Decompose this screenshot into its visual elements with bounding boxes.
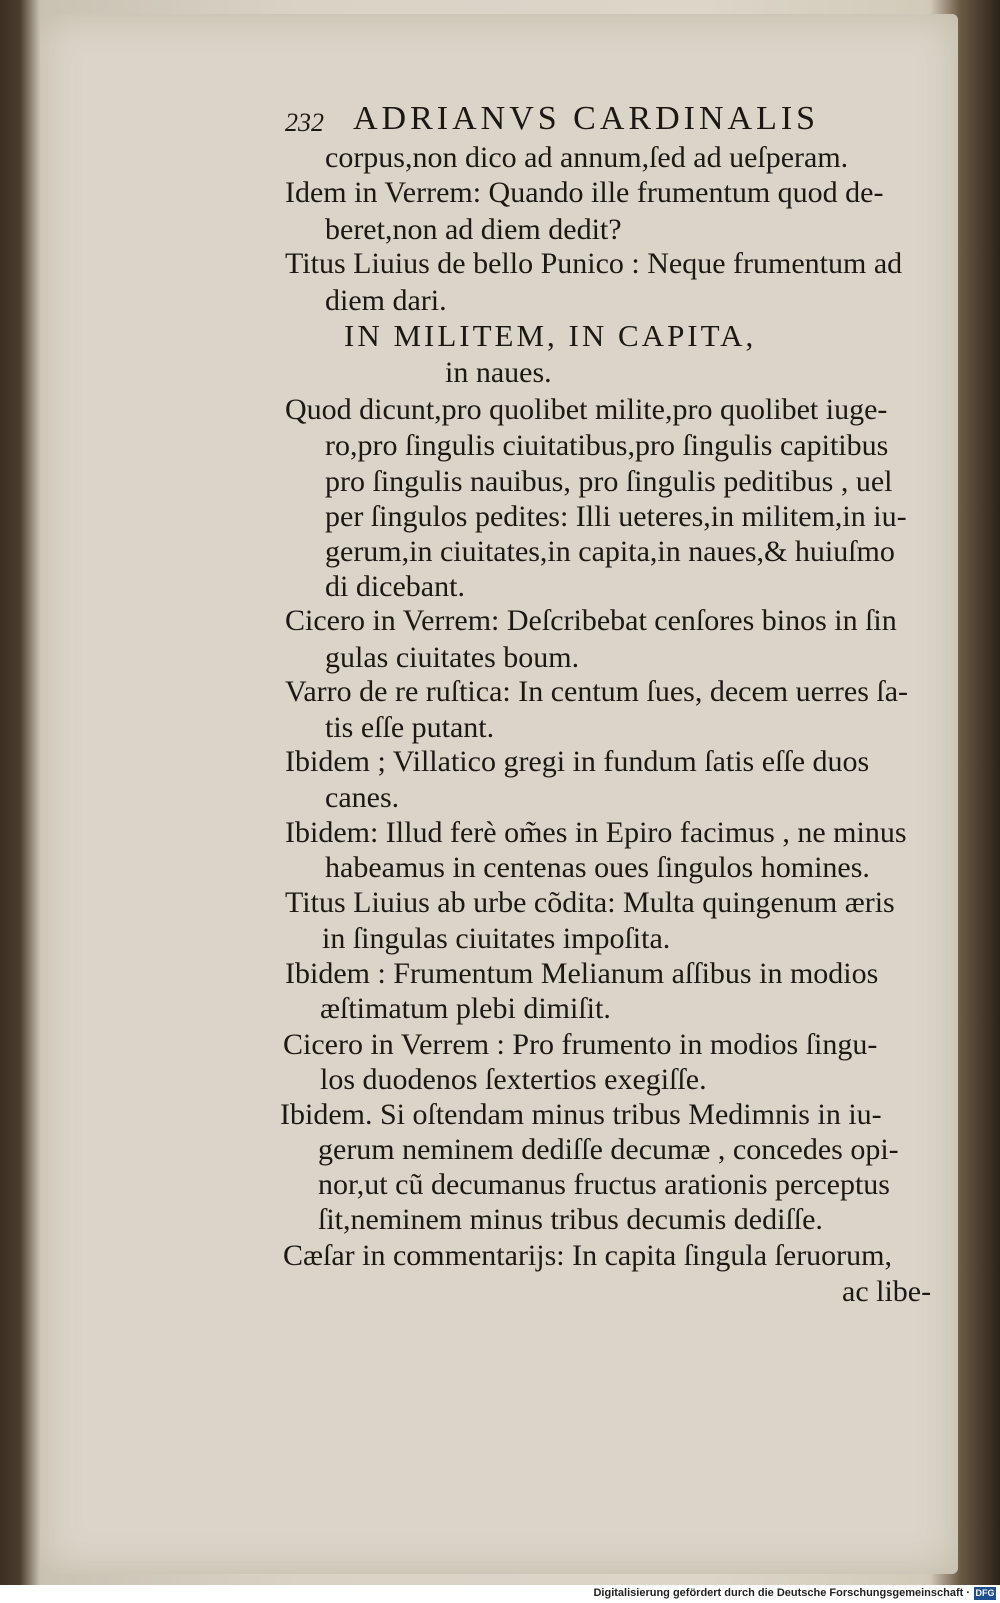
running-head: ADRIANVS CARDINALIS: [353, 100, 820, 137]
text-line: canes.: [325, 781, 400, 814]
dfg-logo: DFG: [975, 1588, 995, 1598]
text-line: Cæſar in commentarijs: In capita ſingula ſeruorum,: [283, 1239, 893, 1272]
catchword: ac libe-: [842, 1275, 932, 1308]
text-line: Cicero in Verrem: Deſcribebat cenſores binos in ſin: [285, 604, 897, 637]
text-line: di dicebant.: [325, 570, 465, 603]
text-line: gerum,in ciuitates,in capita,in naues,& huiuſmo: [325, 535, 895, 568]
text-line: los duodenos ſextertios exegiſſe.: [320, 1063, 707, 1096]
section-heading-sub: in naues.: [445, 356, 552, 389]
text-line: corpus,non dico ad annum,ſed ad ueſperam.: [325, 141, 849, 174]
text-line: in ſingulas ciuitates impoſita.: [322, 922, 671, 955]
section-heading: IN MILITEM, IN CAPITA,: [344, 318, 757, 353]
funding-credit: Digitalisierung gefördert durch die Deutsche Forschungsgemeinschaft ·: [593, 1587, 970, 1599]
text-line: Ibidem ; Villatico gregi in fundum ſatis eſſe duos: [285, 745, 870, 778]
text-line: gulas ciuitates boum.: [325, 641, 580, 674]
text-line: beret,non ad diem dedit?: [325, 213, 622, 246]
text-line: per ſingulos pedites: Illi ueteres,in militem,in iu-: [325, 500, 907, 533]
text-line: Ibidem: Illud ferè om̃es in Epiro facimus , ne minus: [285, 816, 907, 849]
text-line: nor,ut cũ decumanus fructus arationis perceptus: [318, 1168, 890, 1201]
text-line: Ibidem. Si oſtendam minus tribus Medimnis in iu-: [280, 1098, 882, 1131]
text-line: Quod dicunt,pro quolibet milite,pro quolibet iuge-: [285, 393, 888, 426]
footer-bar: [0, 1585, 1000, 1603]
page-number: 232: [285, 108, 324, 137]
text-line: ſit,neminem minus tribus decumis dediſſe.: [318, 1203, 823, 1236]
text-line: Varro de re ruſtica: In centum ſues, decem uerres ſa-: [285, 675, 909, 708]
page-header: [285, 100, 905, 144]
text-line: æſtimatum plebi dimiſit.: [320, 992, 611, 1025]
text-line: pro ſingulis nauibus, pro ſingulis peditibus , uel: [325, 465, 893, 498]
text-line: tis eſſe putant.: [325, 711, 495, 744]
text-line: gerum neminem dediſſe decumæ , concedes opi-: [318, 1133, 899, 1166]
text-line: Idem in Verrem: Quando ille frumentum quod de-: [285, 176, 884, 209]
text-line: ro,pro ſingulis ciuitatibus,pro ſingulis capitibus: [325, 429, 889, 462]
text-line: diem dari.: [325, 284, 447, 317]
text-line: Cicero in Verrem : Pro frumento in modios ſingu-: [283, 1028, 878, 1061]
text-line: Titus Liuius ab urbe cõdita: Multa quingenum æris: [285, 886, 895, 919]
text-line: Titus Liuius de bello Punico : Neque frumentum ad: [285, 247, 903, 280]
text-line: habeamus in centenas oues ſingulos homines.: [325, 851, 870, 884]
text-line: Ibidem : Frumentum Melianum aſſibus in modios: [285, 957, 879, 990]
